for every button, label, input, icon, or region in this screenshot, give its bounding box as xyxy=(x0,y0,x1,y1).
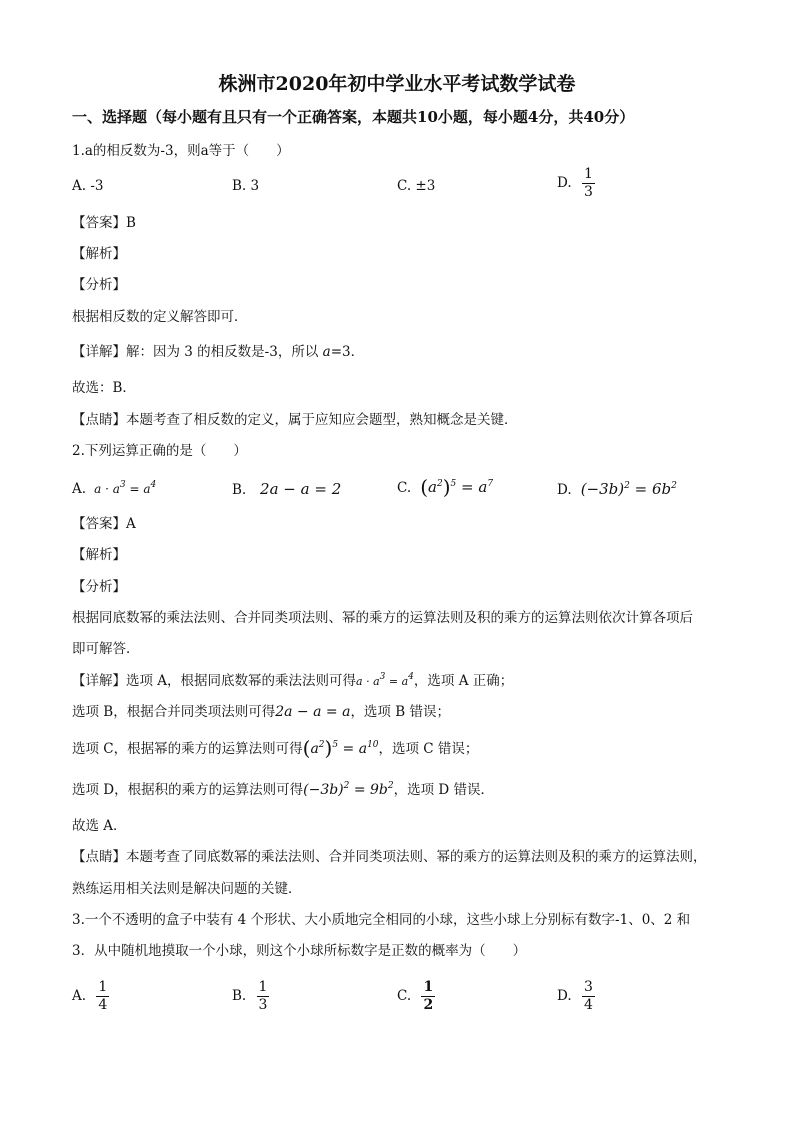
q2-analysis-line-2: 即可解答． xyxy=(72,641,140,657)
q1-detail: 【详解】解：因为 3 的相反数是-3，所以 a=3． xyxy=(72,344,365,360)
q3-option-d: D. $\frac{3}{4}$ xyxy=(557,979,593,1013)
q3-option-a-fraction: $\frac{1}{4}$ xyxy=(98,979,108,1013)
q1-option-b: B. 3 xyxy=(232,178,260,194)
q1-jiexi-label: 【解析】 xyxy=(72,246,126,262)
q3-stem-line-2: 3．从中随机地摸取一个小球，则这个小球所标数字是正数的概率为（ ） xyxy=(72,943,527,959)
q1-analysis: 根据相反数的定义解答即可． xyxy=(72,309,248,325)
q2-option-b: B. 2a − a = 2 xyxy=(232,480,342,498)
q3-option-b: B. $\frac{1}{3}$ xyxy=(232,979,268,1013)
q2-detail-c: 选项 C，根据幂的乘方的运算法则可得$(a^2)^5 = a^{10}$，选项 C 错误； xyxy=(72,736,479,760)
q3-option-d-fraction: $\frac{3}{4}$ xyxy=(583,979,593,1013)
q2-stem: 2.下列运算正确的是（ ） xyxy=(72,443,247,459)
q2-answer: 【答案】A xyxy=(72,516,136,532)
q2-analysis-line-1: 根据同底数幂的乘法法则、合并同类项法则、幂的乘方的运算法则及积的乘方的运算法则依次计算各项后 xyxy=(72,610,693,626)
q2-comment-line-2: 熟练运用相关法则是解决问题的关键． xyxy=(72,881,302,897)
q2-option-d-formula: $(-3b)^2 = 6b^2$ xyxy=(575,480,677,498)
q2-comment-line-1: 【点睛】本题考查了同底数幂的乘法法则、合并同类项法则、幂的乘方的运算法则及积的乘方的运算法则， xyxy=(72,849,707,865)
q2-option-a: A. $a \cdot a^3 = a^4$ xyxy=(72,480,157,497)
q3-option-c: C. $\frac{1}{2}$ xyxy=(397,979,434,1013)
q2-option-c: C. $(a^2)^5 = a^7$ xyxy=(397,475,494,499)
q2-detail-a: 【详解】选项 A，根据同底数幂的乘法法则可得$a \cdot a^3 = a^4$，选项 A 正确； xyxy=(72,672,514,689)
section-heading: 一、选择题（每小题有且只有一个正确答案，本题共10小题，每小题4分，共40分） xyxy=(72,108,635,126)
q1-choose: 故选：B． xyxy=(72,380,136,396)
q2-fenxi-label: 【分析】 xyxy=(72,579,126,595)
q2-choose: 故选 A． xyxy=(72,818,127,834)
q1-answer: 【答案】B xyxy=(72,215,136,231)
q2-option-d: D. $(-3b)^2 = 6b^2$ xyxy=(557,480,677,498)
q1-option-c: C. ±3 xyxy=(397,178,436,194)
q2-detail-b: 选项 B，根据合并同类项法则可得2a − a = a，选项 B 错误； xyxy=(72,704,450,720)
q3-option-a: A. $\frac{1}{4}$ xyxy=(72,979,108,1013)
q3-option-c-fraction: $\frac{1}{2}$ xyxy=(423,979,434,1013)
q3-stem-line-1: 3.一个不透明的盒子中装有 4 个形状、大小质地完全相同的小球，这些小球上分别标有数字-1、0、2 和 xyxy=(72,912,691,928)
q1-option-d-fraction: $\frac{1}{3}$ xyxy=(583,166,593,200)
q3-option-b-fraction: $\frac{1}{3}$ xyxy=(258,979,268,1013)
page-title: 株洲市2020年初中学业水平考试数学试卷 xyxy=(218,73,576,95)
q1-option-d: D. $\frac{1}{3}$ xyxy=(557,166,593,200)
q1-fenxi-label: 【分析】 xyxy=(72,277,126,293)
q2-detail-d: 选项 D，根据积的乘方的运算法则可得$(-3b)^2 = 9b^2$，选项 D 错误． xyxy=(72,781,495,798)
q1-option-a: A. -3 xyxy=(72,178,104,194)
q2-option-c-formula: $(a^2)^5 = a^7$ xyxy=(420,475,494,499)
q2-option-a-formula: $a \cdot a^3 = a^4$ xyxy=(90,480,157,496)
q1-stem: 1.a的相反数为-3，则a等于（ ） xyxy=(72,143,290,159)
q2-jiexi-label: 【解析】 xyxy=(72,547,126,563)
q2-option-b-formula: 2a − a = 2 xyxy=(250,480,342,498)
q1-comment: 【点睛】本题考查了相反数的定义，属于应知应会题型，熟知概念是关键． xyxy=(72,412,518,428)
